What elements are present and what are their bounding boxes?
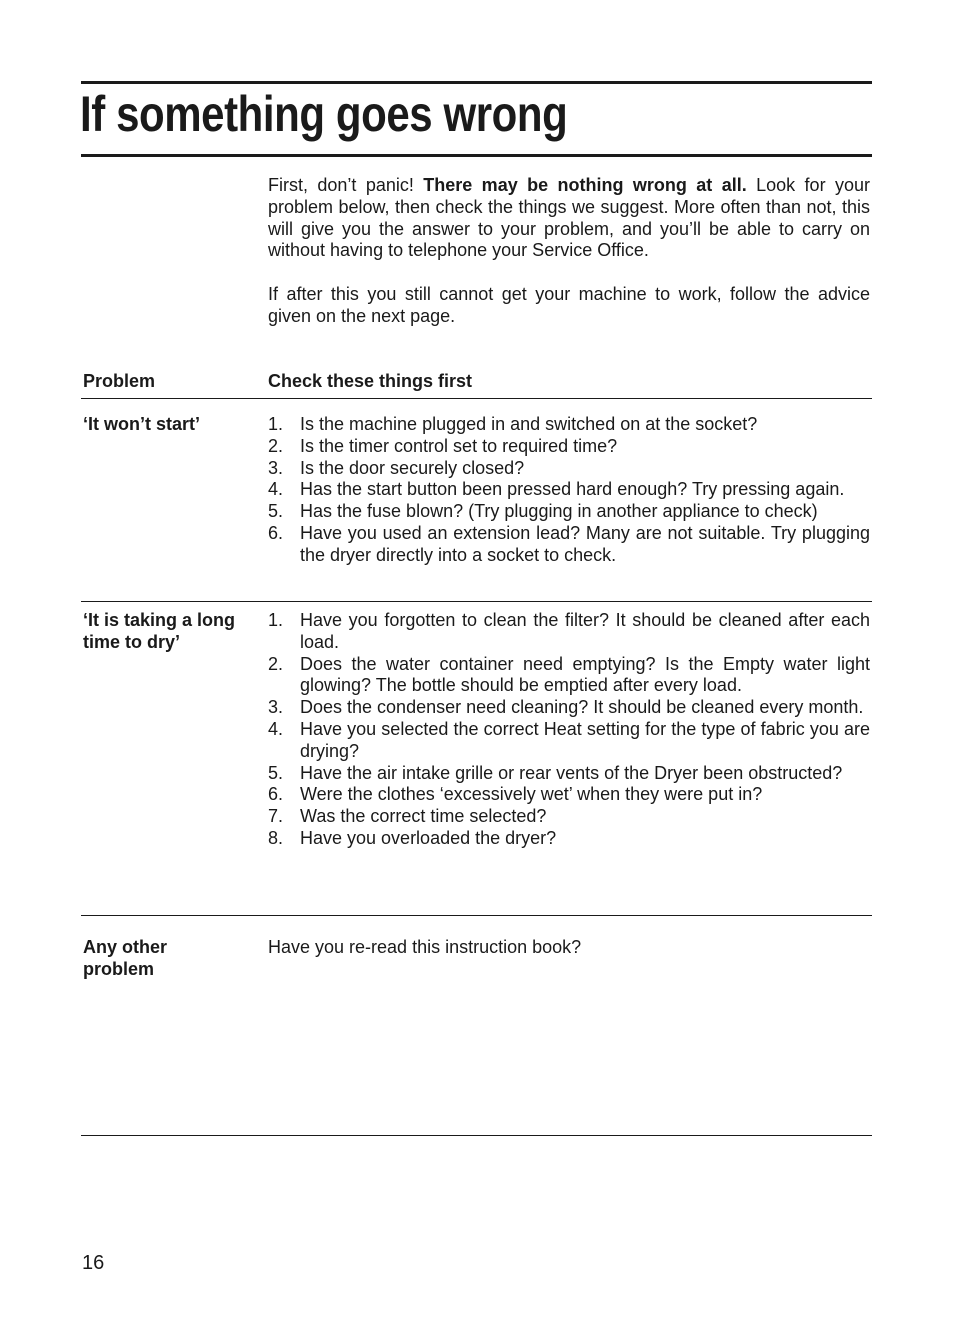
item-text: Have you selected the correct Heat setting for the type of fabric you are drying?: [300, 718, 870, 761]
list-item: [268, 414, 870, 436]
item-text: Were the clothes ‘excessively wet’ when they were put in?: [300, 784, 763, 805]
title-bottom-rule: [81, 154, 872, 157]
list-item: [268, 610, 870, 654]
item-text: Have you used an extension lead? Many are not suitable. Try plugging the dryer directly into a socket to check.: [300, 522, 870, 565]
item-text: Is the timer control set to required time?: [300, 435, 618, 456]
item-number: 2.: [268, 435, 284, 456]
item-text: Have the air intake grille or rear vents of the Dryer been obstructed?: [300, 762, 843, 783]
list-item: [268, 501, 870, 523]
problem-wont-start: ‘It won’t start’: [83, 414, 200, 434]
list-item: [268, 784, 870, 806]
item-text: Does the water container need emptying? Is the Empty water light glowing? The bottle should be emptied after every load.: [300, 653, 870, 696]
row-divider: [81, 601, 872, 602]
item-number: 6.: [268, 784, 284, 805]
intro-emphasis: There may be nothing wrong at all.: [423, 175, 747, 195]
list-item: [268, 479, 870, 501]
list-item: [268, 654, 870, 698]
list-item: [268, 806, 870, 828]
list-item: [268, 828, 870, 850]
list-item: [268, 697, 870, 719]
item-number: 5.: [268, 501, 284, 522]
list-item: [268, 436, 870, 458]
page-number: 16: [82, 1252, 105, 1274]
checklist-long-dry-time: [268, 610, 870, 850]
item-text: Is the machine plugged in and switched on at the socket?: [300, 414, 758, 434]
item-number: 1.: [268, 610, 284, 630]
intro-rest: Look for your problem below, then check the things we suggest. More often than not, this will give you the answer to your problem, and you’ll be able to carry on without having to telephone your Service Office.: [268, 175, 870, 261]
item-number: 7.: [268, 806, 284, 827]
problem-long-dry-time: ‘It is taking a long time to dry’: [83, 610, 236, 652]
item-text: Has the fuse blown? (Try plugging in another appliance to check): [300, 501, 818, 522]
item-number: 1.: [268, 414, 284, 434]
item-number: 8.: [268, 827, 284, 848]
page-title: If something goes wrong: [80, 86, 568, 142]
item-number: 4.: [268, 718, 284, 739]
item-number: 3.: [268, 697, 284, 718]
item-text: Does the condenser need cleaning? It should be cleaned every month.: [300, 697, 864, 718]
item-number: 3.: [268, 457, 284, 478]
header-rule: [81, 398, 872, 399]
intro-text: [268, 175, 870, 327]
item-text: Have you forgotten to clean the filter? It should be cleaned after each load.: [300, 610, 870, 652]
item-number: 5.: [268, 762, 284, 783]
item-number: 2.: [268, 653, 284, 674]
list-item: [268, 763, 870, 785]
intro-paragraph-2: If after this you still cannot get your machine to work, follow the advice given on the next page.: [268, 283, 870, 326]
item-text: Was the correct time selected?: [300, 806, 547, 827]
row-divider: [81, 915, 872, 916]
list-item: [268, 719, 870, 763]
header-check: Check these things first: [268, 371, 473, 391]
answer-any-other: Have you re-read this instruction book?: [268, 937, 582, 957]
intro-paragraph-1: [268, 175, 870, 262]
list-item: [268, 523, 870, 567]
bottom-rule: [81, 1135, 872, 1136]
item-number: 6.: [268, 522, 284, 543]
item-text: Has the start button been pressed hard enough? Try pressing again.: [300, 479, 845, 500]
intro-lead: First, don’t panic!: [268, 175, 424, 195]
problem-any-other: Any other problem: [83, 937, 168, 979]
list-item: [268, 458, 870, 480]
item-text: Have you overloaded the dryer?: [300, 827, 557, 848]
header-problem: Problem: [83, 371, 156, 391]
item-text: Is the door securely closed?: [300, 457, 525, 478]
checklist-wont-start: [268, 414, 870, 567]
item-number: 4.: [268, 479, 284, 500]
